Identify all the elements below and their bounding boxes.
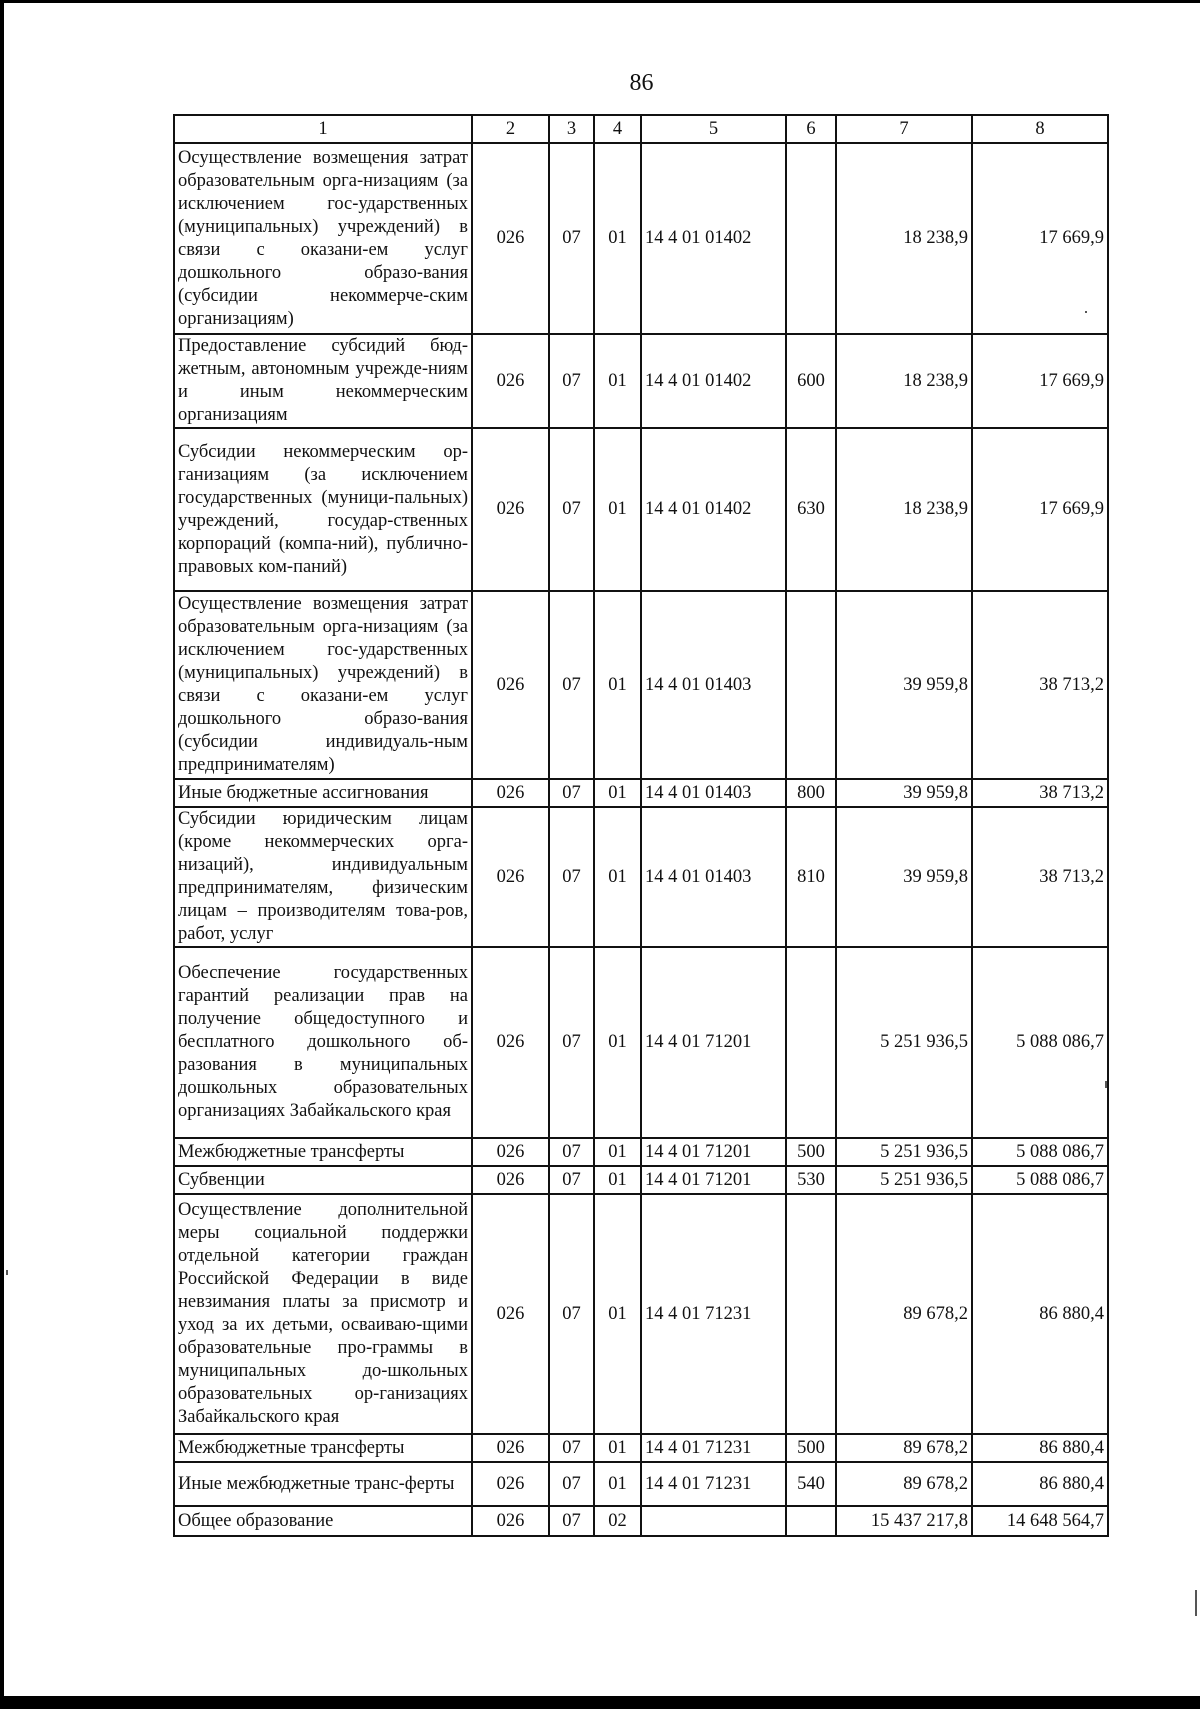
table-row <box>174 428 1108 591</box>
code-podrazdel: 01 <box>594 143 641 334</box>
code-razdel: 07 <box>549 1138 594 1166</box>
row-name: Осуществление дополнительной меры социальной поддержки отдельной категории граждан Российской Федерации в виде невзимания платы за присмотр и уход за их детьми, осваиваю-щими образовательные про-граммы в муниципальных до-школьных образовательных ор-ганизациях Забайкальского края <box>174 1194 472 1434</box>
column-number: 1 <box>174 115 472 143</box>
amount-year-2: 38 713,2 <box>972 591 1108 779</box>
row-name: Осуществление возмещения затрат образовательным орга-низациям (за исключением гос-ударственных (муниципальных) учреждений) в связи с оказани-ем услуг дошкольного образо-вания (субсидии индивидуаль-ным предпринимателям) <box>174 591 472 779</box>
code-vr <box>786 143 836 334</box>
code-csr: 14 4 01 01403 <box>641 807 786 947</box>
amount-year-2: 5 088 086,7 <box>972 1166 1108 1194</box>
scan-bottom-border <box>0 1696 1200 1709</box>
table-row <box>174 1506 1108 1536</box>
code-vr: 810 <box>786 807 836 947</box>
code-podrazdel: 01 <box>594 807 641 947</box>
code-csr: 14 4 01 01403 <box>641 779 786 807</box>
table-row <box>174 334 1108 428</box>
code-csr: 14 4 01 01402 <box>641 334 786 428</box>
amount-year-1: 5 251 936,5 <box>836 1138 972 1166</box>
code-podrazdel: 01 <box>594 1166 641 1194</box>
scan-speck <box>6 1270 8 1275</box>
row-name: Общее образование <box>174 1506 472 1536</box>
code-podrazdel: 02 <box>594 1506 641 1536</box>
scan-speck <box>1105 1081 1107 1088</box>
table-row <box>174 143 1108 334</box>
code-glav: 026 <box>472 807 549 947</box>
amount-year-1: 89 678,2 <box>836 1462 972 1506</box>
code-razdel: 07 <box>549 807 594 947</box>
code-razdel: 07 <box>549 1506 594 1536</box>
table-row <box>174 1194 1108 1434</box>
code-razdel: 07 <box>549 947 594 1138</box>
code-razdel: 07 <box>549 143 594 334</box>
code-razdel: 07 <box>549 428 594 591</box>
code-vr: 500 <box>786 1434 836 1462</box>
row-name: Субвенции <box>174 1166 472 1194</box>
amount-year-1: 39 959,8 <box>836 807 972 947</box>
code-podrazdel: 01 <box>594 1194 641 1434</box>
code-vr: 530 <box>786 1166 836 1194</box>
code-glav: 026 <box>472 1462 549 1506</box>
code-podrazdel: 01 <box>594 947 641 1138</box>
code-vr <box>786 1506 836 1536</box>
code-glav: 026 <box>472 1166 549 1194</box>
budget-table <box>173 114 1109 1537</box>
code-razdel: 07 <box>549 334 594 428</box>
column-number: 4 <box>594 115 641 143</box>
code-podrazdel: 01 <box>594 1138 641 1166</box>
amount-year-1: 89 678,2 <box>836 1194 972 1434</box>
code-podrazdel: 01 <box>594 1434 641 1462</box>
code-vr: 630 <box>786 428 836 591</box>
amount-year-2: 38 713,2 <box>972 779 1108 807</box>
amount-year-2: 14 648 564,7 <box>972 1506 1108 1536</box>
scan-left-border <box>0 0 4 1709</box>
code-csr: 14 4 01 01402 <box>641 143 786 334</box>
row-name: Субсидии юридическим лицам (кроме некоммерческих орга-низаций), индивидуальным предпринимателям, физическим лицам – производителям това-ров, работ, услуг <box>174 807 472 947</box>
table-row <box>174 1434 1108 1462</box>
table-row <box>174 1166 1108 1194</box>
amount-year-2: 86 880,4 <box>972 1462 1108 1506</box>
code-glav: 026 <box>472 1506 549 1536</box>
amount-year-2: 17 669,9 <box>972 428 1108 591</box>
code-razdel: 07 <box>549 1462 594 1506</box>
code-vr <box>786 591 836 779</box>
amount-year-1: 18 238,9 <box>836 428 972 591</box>
column-number: 2 <box>472 115 549 143</box>
code-csr: 14 4 01 71201 <box>641 947 786 1138</box>
code-glav: 026 <box>472 1434 549 1462</box>
amount-year-1: 18 238,9 <box>836 334 972 428</box>
row-name: Предоставление субсидий бюд-жетным, автономным учрежде-ниям и иным некоммерческим организациям <box>174 334 472 428</box>
column-number: 6 <box>786 115 836 143</box>
code-glav: 026 <box>472 947 549 1138</box>
code-razdel: 07 <box>549 591 594 779</box>
scan-top-border <box>0 0 1200 3</box>
amount-year-2: 5 088 086,7 <box>972 947 1108 1138</box>
code-razdel: 07 <box>549 1166 594 1194</box>
code-razdel: 07 <box>549 779 594 807</box>
table-row <box>174 947 1108 1138</box>
row-name: Субсидии некоммерческим ор-ганизациям (за исключением государственных (муници-пальных) учреждений, государ-ственных корпораций (компа-ний), публично-правовых ком-паний) <box>174 428 472 591</box>
code-glav: 026 <box>472 428 549 591</box>
amount-year-1: 15 437 217,8 <box>836 1506 972 1536</box>
code-vr: 600 <box>786 334 836 428</box>
row-name: Иные межбюджетные транс-ферты <box>174 1462 472 1506</box>
code-podrazdel: 01 <box>594 334 641 428</box>
code-glav: 026 <box>472 779 549 807</box>
code-podrazdel: 01 <box>594 591 641 779</box>
amount-year-2: 5 088 086,7 <box>972 1138 1108 1166</box>
code-csr: 14 4 01 71231 <box>641 1434 786 1462</box>
code-glav: 026 <box>472 1194 549 1434</box>
code-csr: 14 4 01 71201 <box>641 1166 786 1194</box>
code-csr: 14 4 01 71231 <box>641 1462 786 1506</box>
code-podrazdel: 01 <box>594 1462 641 1506</box>
amount-year-1: 39 959,8 <box>836 779 972 807</box>
column-number-row <box>174 115 1108 143</box>
code-podrazdel: 01 <box>594 779 641 807</box>
column-number: 5 <box>641 115 786 143</box>
amount-year-1: 89 678,2 <box>836 1434 972 1462</box>
code-csr: 14 4 01 71231 <box>641 1194 786 1434</box>
amount-year-2: 17 669,9 <box>972 143 1108 334</box>
code-vr: 500 <box>786 1138 836 1166</box>
page-number: 86 <box>629 70 654 96</box>
code-csr: 14 4 01 01402 <box>641 428 786 591</box>
amount-year-1: 39 959,8 <box>836 591 972 779</box>
row-name: Осуществление возмещения затрат образовательным орга-низациям (за исключением гос-ударственных (муниципальных) учреждений) в связи с оказани-ем услуг дошкольного образо-вания (субсидии некоммерче-ским организациям) <box>174 143 472 334</box>
column-number: 3 <box>549 115 594 143</box>
amount-year-2: 38 713,2 <box>972 807 1108 947</box>
code-csr <box>641 1506 786 1536</box>
table-row <box>174 807 1108 947</box>
code-vr <box>786 947 836 1138</box>
table-row <box>174 1462 1108 1506</box>
scan-speck <box>1195 1590 1197 1616</box>
code-podrazdel: 01 <box>594 428 641 591</box>
row-name: Межбюджетные трансферты <box>174 1138 472 1166</box>
code-glav: 026 <box>472 143 549 334</box>
code-csr: 14 4 01 71201 <box>641 1138 786 1166</box>
column-number: 8 <box>972 115 1108 143</box>
table-row <box>174 1138 1108 1166</box>
code-vr: 800 <box>786 779 836 807</box>
amount-year-1: 5 251 936,5 <box>836 947 972 1138</box>
row-name: Обеспечение государственных гарантий реализации прав на получение общедоступного и бесплатного дошкольного об-разования в муниципальных дошкольных образовательных организациях Забайкальского края <box>174 947 472 1138</box>
table-row <box>174 591 1108 779</box>
code-razdel: 07 <box>549 1434 594 1462</box>
code-glav: 026 <box>472 591 549 779</box>
row-name: Иные бюджетные ассигнования <box>174 779 472 807</box>
row-name: Межбюджетные трансферты <box>174 1434 472 1462</box>
code-csr: 14 4 01 01403 <box>641 591 786 779</box>
table-row <box>174 779 1108 807</box>
amount-year-2: 17 669,9 <box>972 334 1108 428</box>
code-vr: 540 <box>786 1462 836 1506</box>
code-razdel: 07 <box>549 1194 594 1434</box>
amount-year-1: 18 238,9 <box>836 143 972 334</box>
code-glav: 026 <box>472 334 549 428</box>
amount-year-2: 86 880,4 <box>972 1194 1108 1434</box>
code-vr <box>786 1194 836 1434</box>
scan-speck <box>1085 311 1087 313</box>
amount-year-1: 5 251 936,5 <box>836 1166 972 1194</box>
column-number: 7 <box>836 115 972 143</box>
code-glav: 026 <box>472 1138 549 1166</box>
amount-year-2: 86 880,4 <box>972 1434 1108 1462</box>
